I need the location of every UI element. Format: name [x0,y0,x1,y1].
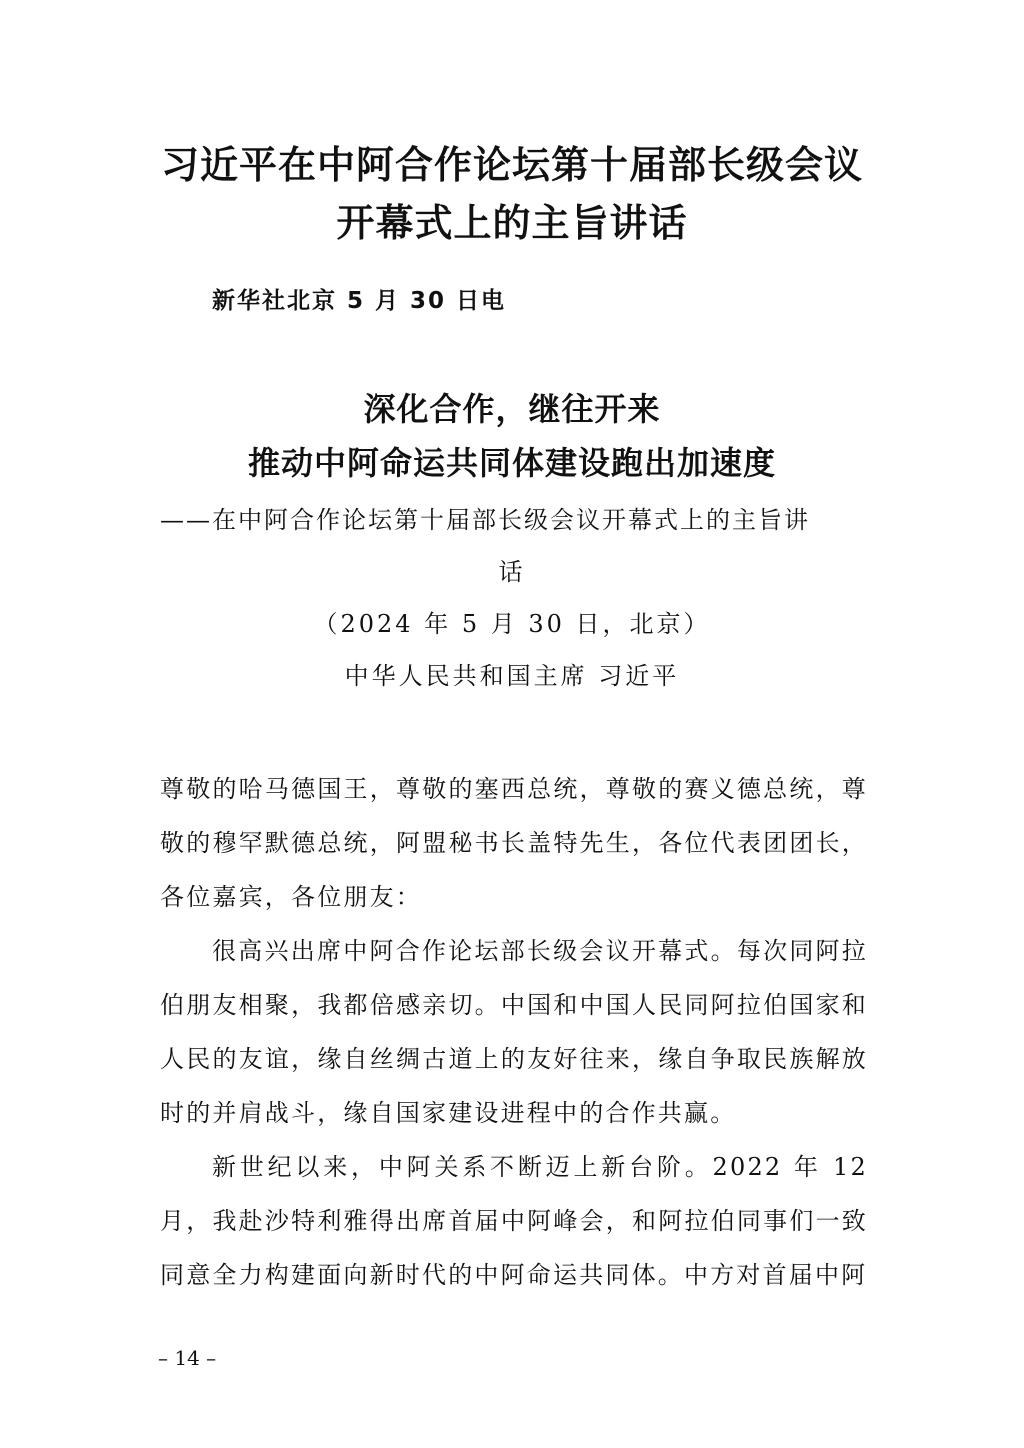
page-number: – 14 – [158,1346,217,1370]
speaker-line: 中华人民共和国主席 习近平 [344,662,680,690]
document-title-line-1: 习近平在中阿合作论坛第十届部长级会议 [160,142,863,187]
dateline: 新华社北京 5 月 30 日电 [212,288,507,314]
headline-line-1: 深化合作，继往开来 [363,390,661,428]
speech-date: （2024 年 5 月 30 日，北京） [313,610,711,638]
paragraph-salutation: 尊敬的哈马德国王，尊敬的塞西总统，尊敬的赛义德总统，尊敬的穆罕默德总统，阿盟秘书长盖特先生，各位代表团团长，各位嘉宾，各位朋友： [160,775,868,911]
paragraph-2: 新世纪以来，中阿关系不断迈上新台阶。2022 年 12 月，我赴沙特利雅得出席首届中阿峰会，和阿拉伯同事们一致同意全力构建面向新时代的中阿命运共同体。中方对首届中阿 [160,1153,868,1289]
headline-line-2: 推动中阿命运共同体建设跑出加速度 [247,444,776,482]
speech-body [160,762,868,1302]
subtitle-line-2: 话 [498,558,526,586]
document-title-line-2: 开幕式上的主旨讲话 [336,200,688,245]
paragraph-1: 很高兴出席中阿合作论坛部长级会议开幕式。每次同阿拉伯朋友相聚，我都倍感亲切。中国和中国人民同阿拉伯国家和人民的友谊，缘自丝绸古道上的友好往来，缘自争取民族解放时的并肩战斗，缘自国家建设进程中的合作共赢。 [160,937,868,1127]
subtitle-line-1: ——在中阿合作论坛第十届部长级会议开幕式上的主旨讲 [160,506,810,534]
